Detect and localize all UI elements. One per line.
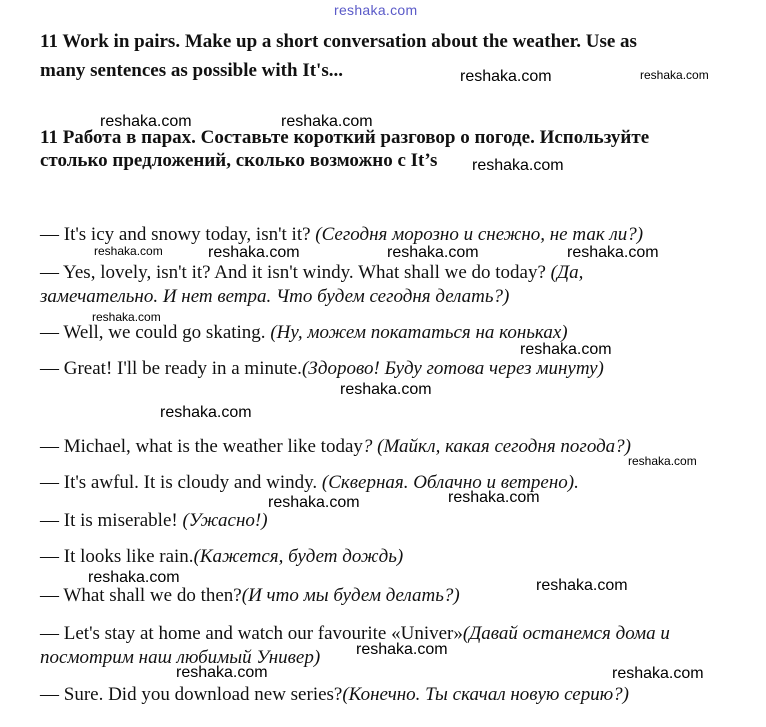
dialogue-en: — Michael, what is the weather like today <box>40 436 363 457</box>
watermark: reshaka.com <box>536 577 628 594</box>
watermark: reshaka.com <box>160 404 252 421</box>
dialogue-en: — It looks like rain. <box>40 546 194 567</box>
dialogue-ru: замечательно. И нет ветра. Что будем сегодня делать?) <box>40 286 510 307</box>
dialogue-ru: (И что мы будем делать?) <box>241 585 460 606</box>
watermark: reshaka.com <box>387 244 479 261</box>
dialogue-line <box>40 623 670 645</box>
task-en-line2: many sentences as possible with It's... <box>40 60 343 81</box>
dialogue-line <box>40 262 583 284</box>
dialogue-en: — Let's stay at home and watch our favourite «Univer» <box>40 623 463 644</box>
watermark: reshaka.com <box>628 454 697 468</box>
watermark: reshaka.com <box>176 664 268 681</box>
dialogue-en: — Great! I'll be ready in a minute. <box>40 358 302 379</box>
header-watermark: reshaka.com <box>334 2 418 18</box>
watermark: reshaka.com <box>460 68 552 85</box>
dialogue-ru: посмотрим наш любимый Универ) <box>40 647 321 668</box>
dialogue-ru: (Здорово! Буду готова через минуту) <box>301 358 604 379</box>
dialogue-en: — It's awful. It is cloudy and windy. <box>40 472 322 493</box>
watermark: reshaka.com <box>281 113 373 130</box>
watermark: reshaka.com <box>208 244 300 261</box>
watermark: reshaka.com <box>88 569 180 586</box>
watermark: reshaka.com <box>268 494 360 511</box>
dialogue-line <box>40 546 403 568</box>
watermark: reshaka.com <box>100 113 192 130</box>
dialogue-ru: (Кажется, будет дождь) <box>193 546 404 567</box>
dialogue-line <box>40 436 631 458</box>
watermark: reshaka.com <box>340 381 432 398</box>
watermark: reshaka.com <box>356 641 448 658</box>
dialogue-en: — It is miserable! <box>40 510 183 531</box>
task-ru-line1: 11 Работа в парах. Составьте короткий разговор о погоде. Используйте <box>40 127 650 148</box>
dialogue-en: — Yes, lovely, isn't it? And it isn't windy. What shall we do today? <box>40 262 551 283</box>
dialogue-ru: (Ужасно!) <box>182 510 268 531</box>
dialogue-line <box>40 510 268 532</box>
dialogue-line <box>40 286 509 308</box>
watermark: reshaka.com <box>472 157 564 174</box>
watermark: reshaka.com <box>448 489 540 506</box>
dialogue-ru: (Да, <box>550 262 584 283</box>
watermark: reshaka.com <box>94 244 163 258</box>
task-en-line1: 11 Work in pairs. Make up a short conversation about the weather. Use as <box>40 31 637 52</box>
watermark: reshaka.com <box>92 310 161 324</box>
dialogue-ru: (Скверная. Облачно и ветрено). <box>321 472 579 493</box>
watermark: reshaka.com <box>640 68 709 82</box>
dialogue-ru: ? (Майкл, какая сегодня погода?) <box>362 436 632 457</box>
dialogue-en: — Well, we could go skating. <box>40 322 271 343</box>
watermark: reshaka.com <box>567 244 659 261</box>
dialogue-ru: (Ну, можем покататься на коньках) <box>270 322 568 343</box>
dialogue-en: — It's icy and snowy today, isn't it? <box>40 224 316 245</box>
task-ru-line2: столько предложений, сколько возможно с It’s <box>40 150 438 171</box>
dialogue-ru: (Сегодня морозно и снежно, не так ли?) <box>315 224 644 245</box>
watermark: reshaka.com <box>612 665 704 682</box>
dialogue-line <box>40 684 629 706</box>
dialogue-line <box>40 358 604 380</box>
watermark: reshaka.com <box>520 341 612 358</box>
dialogue-ru: (Конечно. Ты скачал новую серию?) <box>342 684 629 705</box>
dialogue-en: — Sure. Did you download new series? <box>40 684 343 705</box>
dialogue-line <box>40 585 460 607</box>
dialogue-ru: (Давай останемся дома и <box>462 623 670 644</box>
dialogue-en: — What shall we do then? <box>40 585 242 606</box>
dialogue-line <box>40 224 643 246</box>
dialogue-line <box>40 322 568 344</box>
